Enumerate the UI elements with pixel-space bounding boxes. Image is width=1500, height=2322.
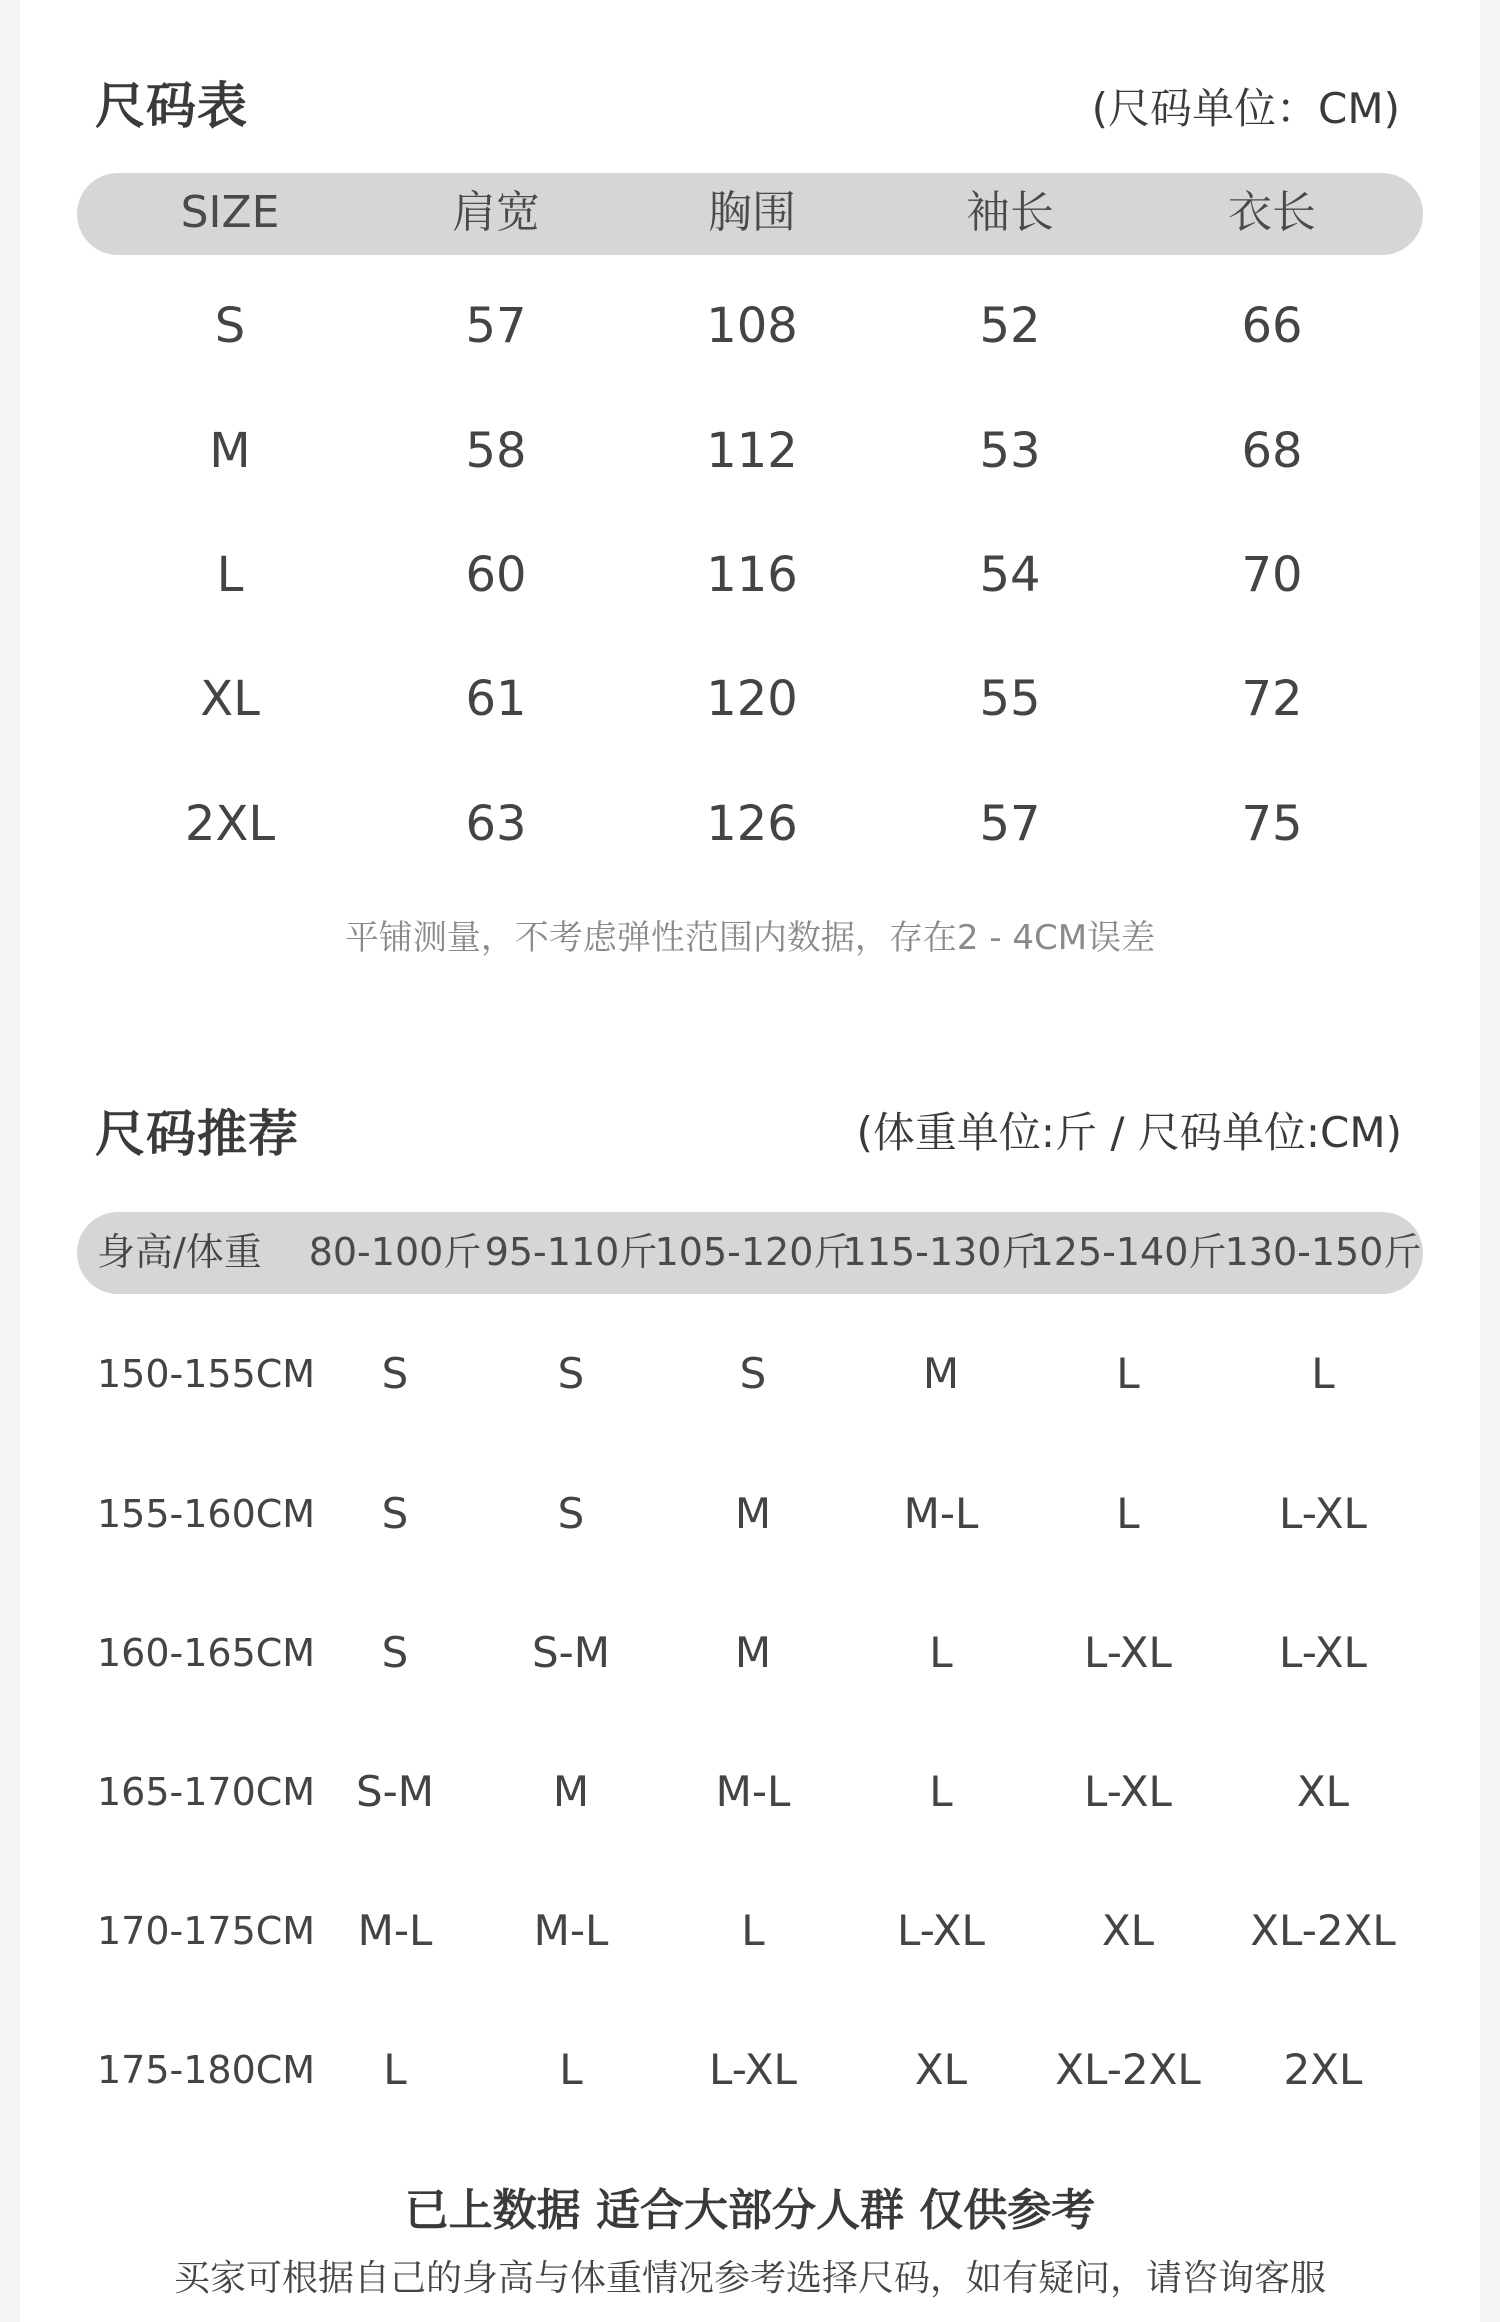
size-recommendation-size-cell: S-M — [531, 1628, 611, 1677]
size-chart-value-cell: 126 — [706, 796, 798, 852]
size-recommendation-size-cell: M-L — [715, 1767, 791, 1816]
size-recommendation-header-cell: 95-110斤 — [484, 1230, 658, 1274]
size-recommendation-height-cell: 165-170CM — [97, 1770, 316, 1814]
size-recommendation-unit-note: (体重单位:斤 / 尺码单位:CM) — [856, 1108, 1402, 1157]
size-recommendation-size-cell: M — [552, 1767, 590, 1816]
size-recommendation-height-cell: 170-175CM — [97, 1909, 316, 1953]
size-recommendation-size-cell: M — [734, 1628, 772, 1677]
size-chart-value-cell: 66 — [1241, 298, 1303, 354]
size-chart-header-cell: 袖长 — [966, 187, 1054, 238]
size-recommendation-header-cell: 125-140斤 — [1029, 1230, 1227, 1274]
size-chart-value-cell: 63 — [465, 796, 527, 852]
size-recommendation-size-cell: L — [383, 2045, 407, 2094]
size-chart-header-cell: SIZE — [180, 187, 280, 238]
size-recommendation-size-cell: S — [381, 1349, 409, 1398]
size-recommendation-size-cell: S — [381, 1489, 409, 1538]
size-recommendation-size-cell: L — [559, 2045, 583, 2094]
size-chart-value-cell: 70 — [1241, 547, 1303, 603]
size-recommendation-size-cell: M — [734, 1489, 772, 1538]
size-recommendation-size-cell: L-XL — [1279, 1489, 1367, 1538]
size-recommendation-size-cell: S — [739, 1349, 767, 1398]
size-recommendation-size-cell: M-L — [903, 1489, 979, 1538]
size-chart-value-cell: 112 — [706, 423, 798, 479]
size-chart-size-cell: L — [216, 547, 244, 603]
size-chart-value-cell: 58 — [465, 423, 527, 479]
size-recommendation-header-cell: 130-150斤 — [1224, 1230, 1422, 1274]
size-recommendation-size-cell: S — [557, 1349, 585, 1398]
size-recommendation-size-cell: L-XL — [1084, 1628, 1172, 1677]
size-recommendation-size-cell: L-XL — [1084, 1767, 1172, 1816]
size-recommendation-size-cell: L — [929, 1767, 953, 1816]
size-chart-header-cell: 胸围 — [708, 187, 796, 238]
size-chart-value-cell: 54 — [979, 547, 1041, 603]
size-chart-header-cell: 衣长 — [1228, 187, 1316, 238]
size-recommendation-size-cell: L-XL — [897, 1906, 985, 1955]
footer-disclaimer: 已上数据 适合大部分人群 仅供参考 — [404, 2185, 1096, 2236]
size-chart-unit-note: (尺码单位：CM) — [1091, 84, 1400, 133]
size-recommendation-height-cell: 160-165CM — [97, 1631, 316, 1675]
size-recommendation-size-cell: L — [929, 1628, 953, 1677]
size-chart-value-cell: 55 — [979, 671, 1041, 727]
size-recommendation-size-cell: M — [922, 1349, 960, 1398]
size-recommendation-height-cell: 150-155CM — [97, 1352, 316, 1396]
size-chart-size-cell: XL — [200, 671, 260, 727]
size-chart-header-cell: 肩宽 — [452, 187, 540, 238]
size-recommendation-size-cell: S-M — [355, 1767, 435, 1816]
size-recommendation-height-cell: 175-180CM — [97, 2048, 316, 2092]
size-chart-value-cell: 57 — [979, 796, 1041, 852]
size-chart-size-cell: S — [214, 298, 246, 354]
size-recommendation-size-cell: L-XL — [1279, 1628, 1367, 1677]
size-recommendation-size-cell: M-L — [533, 1906, 609, 1955]
size-recommendation-size-cell: S — [381, 1628, 409, 1677]
size-recommendation-height-cell: 155-160CM — [97, 1492, 316, 1536]
footer-advice: 买家可根据自己的身高与体重情况参考选择尺码，如有疑问，请咨询客服 — [173, 2258, 1326, 2299]
size-recommendation-size-cell: S — [557, 1489, 585, 1538]
size-chart-size-cell: 2XL — [184, 796, 276, 852]
size-recommendation-title: 尺码推荐 — [95, 1105, 299, 1163]
size-recommendation-size-cell: XL — [1296, 1767, 1350, 1816]
size-chart-value-cell: 57 — [465, 298, 527, 354]
size-chart-value-cell: 61 — [465, 671, 527, 727]
size-recommendation-header-cell: 身高/体重 — [97, 1230, 262, 1274]
size-recommendation-header-cell: 80-100斤 — [308, 1230, 482, 1274]
size-recommendation-size-cell: L-XL — [709, 2045, 797, 2094]
size-chart-value-cell: 116 — [706, 547, 798, 603]
size-recommendation-size-cell: 2XL — [1283, 2045, 1363, 2094]
size-recommendation-header-cell: 105-120斤 — [654, 1230, 852, 1274]
size-chart-value-cell: 72 — [1241, 671, 1303, 727]
size-chart-value-cell: 60 — [465, 547, 527, 603]
size-recommendation-size-cell: L — [741, 1906, 765, 1955]
size-chart-value-cell: 68 — [1241, 423, 1303, 479]
size-recommendation-header-cell: 115-130斤 — [842, 1230, 1040, 1274]
size-chart-value-cell: 108 — [706, 298, 798, 354]
size-chart-value-cell: 75 — [1241, 796, 1303, 852]
size-chart-value-cell: 120 — [706, 671, 798, 727]
size-chart-value-cell: 52 — [979, 298, 1041, 354]
size-recommendation-size-cell: L — [1311, 1349, 1335, 1398]
size-chart-title: 尺码表 — [95, 77, 248, 135]
size-recommendation-size-cell: M-L — [357, 1906, 433, 1955]
size-recommendation-size-cell: XL — [914, 2045, 968, 2094]
measurement-note: 平铺测量，不考虑弹性范围内数据，存在2 - 4CM误差 — [344, 918, 1156, 958]
size-chart-size-cell: M — [209, 423, 251, 479]
size-recommendation-size-cell: XL-2XL — [1250, 1906, 1396, 1955]
size-chart-value-cell: 53 — [979, 423, 1041, 479]
size-recommendation-size-cell: XL-2XL — [1055, 2045, 1201, 2094]
size-recommendation-size-cell: XL — [1101, 1906, 1155, 1955]
size-recommendation-size-cell: L — [1116, 1349, 1140, 1398]
size-recommendation-size-cell: L — [1116, 1489, 1140, 1538]
